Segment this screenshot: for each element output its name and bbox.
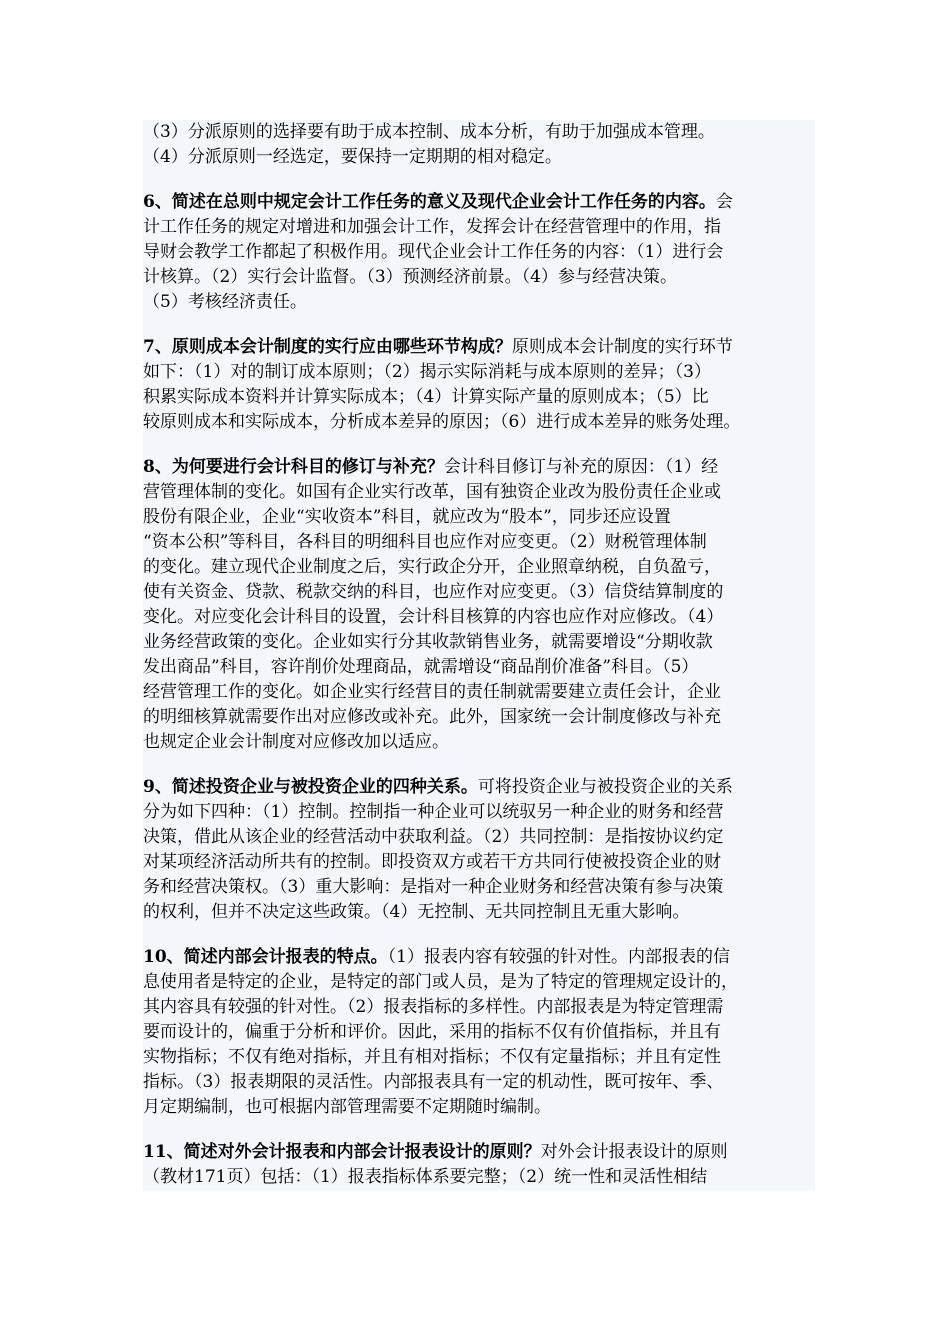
text-line: 营管理体制的变化。如国有企业实行改革，国有独资企业改为股份责任企业或: [143, 482, 721, 502]
answer-text: 会: [715, 192, 733, 212]
text-line: 决策，借此从该企业的经营活动中获取利益。（2）共同控制：是指按协议约定: [143, 827, 724, 847]
text-line: 其内容具有较强的针对性。（2）报表指标的多样性。内部报表是为特定管理需: [143, 997, 724, 1017]
text-line: 计工作任务的规定对增进和加强会计工作，发挥会计在经营管理中的作用，指: [143, 217, 721, 237]
text-line: （教材171页）包括：（1）报表指标体系要完整；（2）统一性和灵活性相结: [143, 1167, 708, 1187]
text-line: 发出商品”科目，容许削价处理商品，就需增设“商品削价准备”科目。（5）: [143, 657, 699, 677]
question-heading: 7、原则成本会计制度的实行应由哪些环节构成？: [143, 337, 512, 357]
text-line: 使有关资金、贷款、税款交纳的科目，也应作对应变更。（3）信贷结算制度的: [143, 582, 724, 602]
section-10: [143, 945, 815, 1120]
text-line: （5）考核经济责任。: [143, 292, 307, 312]
text-line: “资本公积”等科目，各科目的明细科目也应作对应变更。（2）财税管理体制: [143, 532, 707, 552]
question-heading: 9、简述投资企业与被投资企业的四种关系。: [143, 777, 478, 797]
section-8: [143, 455, 815, 755]
answer-text: 原则成本会计制度的实行环节: [511, 337, 733, 357]
question-heading: 8、为何要进行会计科目的修订与补充？: [143, 457, 444, 477]
text-line: 变化。对应变化会计科目的设置，会计科目核算的内容也应作对应修改。（4）: [143, 607, 724, 627]
answer-text: 可将投资企业与被投资企业的关系: [477, 777, 733, 797]
answer-text: 会计科目修订与补充的原因：（1）经: [443, 457, 719, 477]
answer-text: （1）报表内容有较强的针对性。内部报表的信: [387, 947, 730, 967]
text-line: 积累实际成本资料并计算实际成本；（4）计算实际产量的原则成本；（5）比: [143, 387, 709, 407]
text-line: 对某项经济活动所共有的控制。即投资双方或若干方共同行使被投资企业的财: [143, 852, 721, 872]
text-line: 的权利，但并不决定这些政策。（4）无控制、无共同控制且无重大影响。: [143, 902, 690, 922]
answer-text: 对外会计报表设计的原则: [540, 1142, 728, 1162]
text-line: 要而设计的，偏重于分析和评价。因此，采用的指标不仅有价值指标，并且有: [143, 1022, 721, 1042]
text-line: 分为如下四种：（1）控制。控制指一种企业可以统驭另一种企业的财务和经营: [143, 802, 724, 822]
text-line: 的变化。建立现代企业制度之后，实行政企分开，企业照章纳税，自负盈亏，: [143, 557, 721, 577]
text-line: 也规定企业会计制度对应修改加以适应。: [143, 732, 449, 752]
question-heading: 6、简述在总则中规定会计工作任务的意义及现代企业会计工作任务的内容。: [143, 192, 716, 212]
text-line: 务和经营决策权。（3）重大影响：是指对一种企业财务和经营决策有参与决策: [143, 877, 724, 897]
text-line: 业务经营政策的变化。企业如实行分其收款销售业务，就需要增设“分期收款: [143, 632, 713, 652]
document-body: [143, 120, 815, 1190]
text-line: 实物指标；不仅有绝对指标，并且有相对指标；不仅有定量指标；并且有定性: [143, 1047, 721, 1067]
question-heading: 10、简述内部会计报表的特点。: [143, 947, 388, 967]
question-heading: 11、简述对外会计报表和内部会计报表设计的原则？: [143, 1142, 541, 1162]
intro-paragraph: [143, 120, 815, 170]
text-line: （4）分派原则一经选定，要保持一定期期的相对稳定。: [143, 147, 562, 167]
section-6: [143, 190, 815, 315]
text-line: 较原则成本和实际成本，分析成本差异的原因；（6）进行成本差异的账务处理。: [143, 412, 741, 432]
text-line: 指标。（3）报表期限的灵活性。内部报表具有一定的机动性，既可按年、季、: [143, 1072, 724, 1092]
text-line: 计核算。（2）实行会计监督。（3）预测经济前景。（4）参与经营决策。: [143, 267, 677, 287]
text-line: 的明细核算就需要作出对应修改或补充。此外，国家统一会计制度修改与补充: [143, 707, 721, 727]
text-line: 如下：（1）对的制订成本原则；（2）揭示实际消耗与成本原则的差异；（3）: [143, 362, 711, 382]
section-11: [143, 1140, 815, 1190]
text-line: 导财会教学工作都起了积极作用。现代企业会计工作任务的内容：（1）进行会: [143, 242, 724, 262]
text-line: 股份有限企业，企业“实收资本”科目，就应改为“股本”，同步还应设置: [143, 507, 671, 527]
text-line: 息使用者是特定的企业，是特定的部门或人员，是为了特定的管理规定设计的，: [143, 972, 738, 992]
section-7: [143, 335, 815, 435]
text-line: 月定期编制，也可根据内部管理需要不定期随时编制。: [143, 1097, 551, 1117]
section-9: [143, 775, 815, 925]
text-line: 经营管理工作的变化。如企业实行经营目的责任制就需要建立责任会计，企业: [143, 682, 721, 702]
text-line: （3）分派原则的选择要有助于成本控制、成本分析，有助于加强成本管理。: [143, 122, 715, 142]
